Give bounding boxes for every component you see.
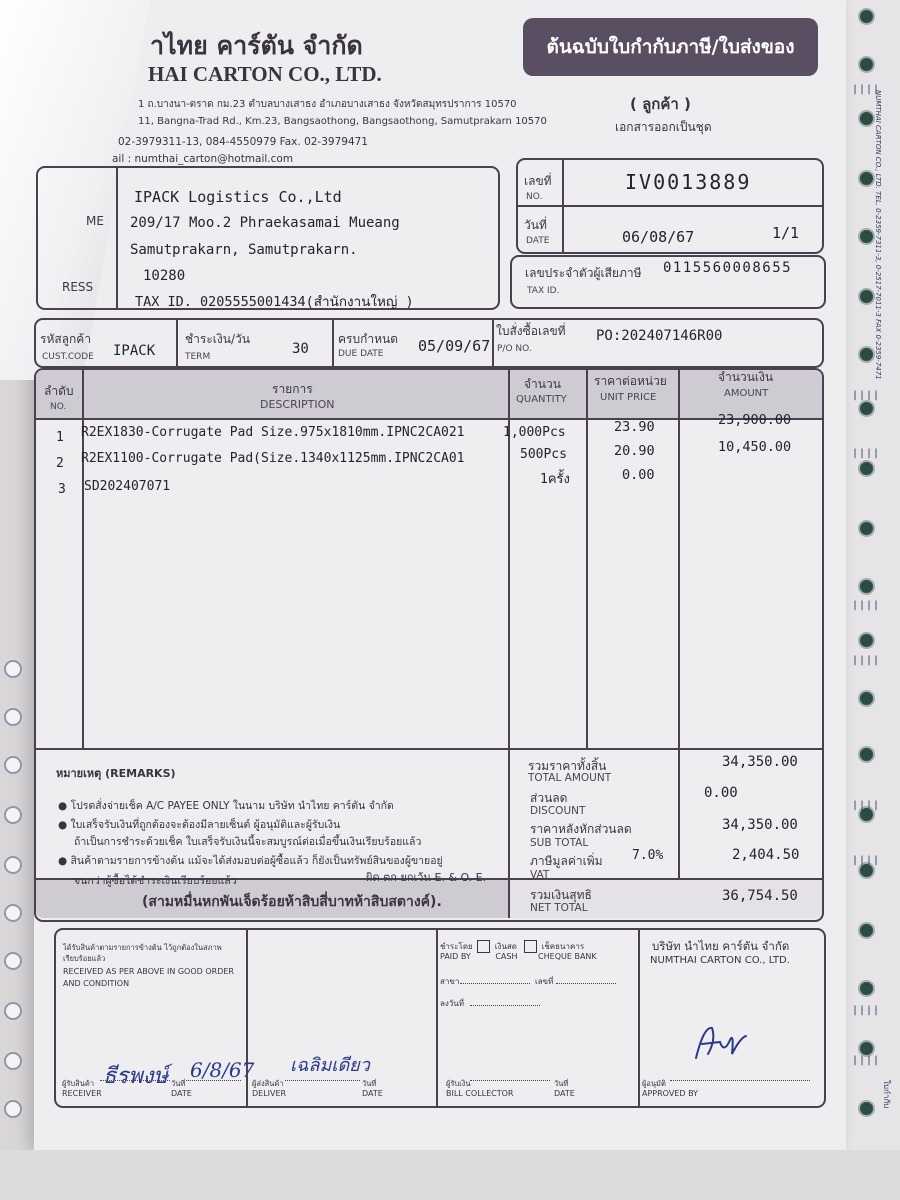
net-total-label-en: NET TOTAL bbox=[530, 902, 588, 914]
row-unit-price: 20.90 bbox=[614, 443, 655, 459]
approver-company-en: NUMTHAI CARTON CO., LTD. bbox=[650, 955, 790, 966]
company-address-en: 11, Bangna-Trad Rd., Km.23, Bangsaothong, Bangsaothong, Samutprakarn 10570 bbox=[138, 116, 547, 127]
customer-address-label: RESS bbox=[62, 280, 94, 294]
company-email: ail : numthai_carton@hotmail.com bbox=[112, 153, 294, 165]
paid-by: ชำระโดย เงินสด เช็คธนาคาร bbox=[440, 942, 585, 951]
deliver-signature: เฉลิมเดียว bbox=[290, 1055, 370, 1076]
term-days: 30 bbox=[292, 341, 309, 357]
net-total-label-th: รวมเงินสุทธิ bbox=[530, 888, 592, 902]
vat-rate: 7.0% bbox=[632, 848, 664, 863]
subtotal-label-en: SUB TOTAL bbox=[530, 837, 589, 849]
approver-signature bbox=[690, 1020, 750, 1066]
term-label-th: ชำระเงิน/วัน bbox=[185, 332, 250, 346]
customer-name-label: ME bbox=[86, 214, 104, 228]
subtotal-amount: 34,350.00 bbox=[722, 817, 798, 833]
vat-label-th: ภาษีมูลค่าเพิ่ม bbox=[530, 854, 603, 868]
collector-date-label-th: วันที่ bbox=[554, 1079, 569, 1088]
vat-amount: 2,404.50 bbox=[732, 847, 800, 863]
company-name-th: าไทย คาร์ตัน จำกัด bbox=[150, 31, 363, 60]
row-quantity: 500Pcs bbox=[520, 447, 567, 462]
document-title-banner bbox=[523, 18, 818, 76]
amount-in-words: (สามหมื่นหกพันเจ็ดร้อยห้าสิบสี่บาทห้าสิบสตางค์). bbox=[142, 894, 442, 910]
receiver-label-th: ผู้รับสินค้า bbox=[62, 1079, 95, 1088]
seller-tax-id-label-th: เลขประจำตัวผู้เสียภาษี bbox=[525, 266, 642, 280]
customer-address-line2: Samutprakarn, Samutprakarn. bbox=[130, 242, 358, 258]
tick-marks: |||| bbox=[852, 390, 881, 401]
discount-label-th: ส่วนลด bbox=[530, 791, 568, 805]
due-date-label-th: ครบกำหนด bbox=[338, 332, 398, 346]
tick-marks: |||| bbox=[852, 600, 881, 611]
collector-label-en: BILL COLLECTOR bbox=[446, 1089, 514, 1098]
deliver-line bbox=[285, 1080, 360, 1081]
row-quantity: 1,000Pcs bbox=[503, 425, 566, 440]
total-label-th: รวมราคาทั้งสิ้น bbox=[528, 759, 607, 773]
customer-name: IPACK Logistics Co.,Ltd bbox=[134, 188, 342, 206]
row-unit-price: 23.90 bbox=[614, 419, 655, 435]
remarks-line: จนกว่าผู้ซื้อได้ชำระเงินเรียบร้อยแล้ว bbox=[74, 875, 237, 887]
approver-line bbox=[670, 1080, 810, 1081]
col-no-en: NO. bbox=[50, 402, 67, 412]
invoice-no-label-th: เลขที่ bbox=[524, 174, 552, 188]
seller-tax-id: 0115560008655 bbox=[663, 260, 793, 276]
po-label-en: P/O NO. bbox=[497, 344, 532, 354]
col-qty-en: QUANTITY bbox=[516, 394, 567, 405]
cheque-date-field[interactable] bbox=[470, 1005, 540, 1006]
margin-corner-note: ใบกำกับ bbox=[882, 1080, 891, 1109]
invoice-date: 06/08/67 bbox=[622, 228, 695, 246]
cust-code-label-en: CUST.CODE bbox=[42, 352, 94, 362]
remarks-line: ● ใบเสร็จรับเงินที่ถูกต้องจะต้องมีลายเซ็นต์ ผู้อนุมัติและผู้รับเงิน bbox=[58, 819, 341, 831]
invoice-date-label-th: วันที่ bbox=[524, 218, 547, 232]
cust-code-label-th: รหัสลูกค้า bbox=[40, 332, 92, 346]
row-description: SD202407071 bbox=[84, 479, 171, 494]
table-surface bbox=[0, 1150, 900, 1200]
received-note-en: RECEIVED AS PER ABOVE IN GOOD ORDER AND CONDITION bbox=[63, 967, 234, 988]
vat-label-en: VAT bbox=[530, 869, 550, 881]
invoice-no-label-en: NO. bbox=[526, 192, 543, 202]
due-date-label-en: DUE DATE bbox=[338, 349, 384, 359]
col-qty-th: จำนวน bbox=[524, 377, 561, 391]
deliver-date-label-th: วันที่ bbox=[362, 1079, 377, 1088]
customer-postcode: 10280 bbox=[143, 268, 186, 284]
net-total-amount: 36,754.50 bbox=[722, 888, 798, 904]
total-amount: 34,350.00 bbox=[722, 754, 798, 770]
col-amount-en: AMOUNT bbox=[724, 388, 769, 399]
remarks-line: ● สินค้าตามรายการข้างต้น แม้จะได้ส่งมอบต่อผู้ซื้อแล้ว ก็ยังเป็นทรัพย์สินของผู้ขายอยู่ bbox=[58, 855, 443, 867]
tick-marks: |||| bbox=[852, 855, 881, 866]
collector-date-label-en: DATE bbox=[554, 1089, 575, 1098]
tick-marks: |||| bbox=[852, 655, 881, 666]
deliver-label-en: DELIVER bbox=[252, 1089, 287, 1098]
printer-margin-text: NUMTHAI CARTON CO., LTD. TEL. 0-2359-7311-3, 0-2517-7011-3 FAX 0-2359-7471 bbox=[874, 90, 882, 380]
eoe-note: ผิด ตก ยกเว้น E. & O. E. bbox=[366, 871, 487, 884]
remarks-title: หมายเหตุ (REMARKS) bbox=[56, 767, 176, 780]
remarks-line: ● โปรดสั่งจ่ายเช็ค A/C PAYEE ONLY ในนาม บริษัท นำไทย คาร์ตัน จำกัด bbox=[58, 800, 394, 812]
tick-marks: |||| bbox=[852, 1055, 881, 1066]
row-no: 2 bbox=[56, 456, 64, 471]
seller-tax-id-label-en: TAX ID. bbox=[527, 286, 560, 296]
cheque-number-field[interactable] bbox=[556, 983, 616, 984]
po-number: PO:202407146R00 bbox=[596, 328, 723, 344]
col-unit-th: ราคาต่อหน่วย bbox=[594, 374, 667, 388]
company-phone: 02-3979311-13, 084-4550979 Fax. 02-3979471 bbox=[118, 136, 368, 148]
received-note-th: ได้รับสินค้าตามรายการข้างต้น ไว้ถูกต้องในสภาพ เรียบร้อยแล้ว bbox=[63, 943, 222, 963]
discount-amount: 0.00 bbox=[704, 785, 738, 801]
receiver-line bbox=[100, 1080, 170, 1081]
tick-marks: |||| bbox=[852, 1005, 881, 1016]
col-desc-en: DESCRIPTION bbox=[260, 398, 335, 411]
col-desc-th: รายการ bbox=[272, 382, 313, 396]
tick-marks: |||| bbox=[852, 84, 881, 95]
invoice-date-label-en: DATE bbox=[526, 236, 550, 246]
paid-by-en: PAID BY CASH CHEQUE BANK bbox=[440, 952, 597, 961]
col-amount-th: จำนวนเงิน bbox=[718, 370, 774, 384]
col-no-th: ลำดับ bbox=[44, 384, 74, 398]
approver-label-th: ผู้อนุมัติ bbox=[642, 1079, 666, 1088]
row-description: R2EX1830-Corrugate Pad Size.975x1810mm.IPNC2CA021 bbox=[81, 425, 465, 440]
remarks-line: ถ้าเป็นการชำระด้วยเช็ค ใบเสร็จรับเงินนี้จะสมบูรณ์ต่อเมื่อขึ้นเงินเรียบร้อยแล้ว bbox=[74, 836, 422, 848]
cheque-branch-field[interactable] bbox=[460, 983, 530, 984]
discount-label-en: DISCOUNT bbox=[530, 805, 586, 817]
customer-tax-id: TAX ID. 0205555001434(สำนักงานใหญ่ ) bbox=[135, 294, 414, 310]
col-unit-en: UNIT PRICE bbox=[600, 392, 657, 403]
row-quantity: 1ครั้ง bbox=[540, 472, 570, 487]
receiver-label-en: RECEIVER bbox=[62, 1089, 102, 1098]
copy-for: ( ลูกค้า ) bbox=[630, 95, 691, 113]
tick-marks: |||| bbox=[852, 448, 881, 459]
cheque-branch-label: สาขา bbox=[440, 977, 460, 986]
term-label-en: TERM bbox=[185, 352, 211, 362]
company-address-th: 1 ถ.บางนา-ตราด กม.23 ตำบลบางเสาธง อำเภอบางเสาธง จังหวัดสมุทรปราการ 10570 bbox=[138, 99, 517, 110]
deliver-label-th: ผู้ส่งสินค้า bbox=[252, 1079, 284, 1088]
collector-line bbox=[470, 1080, 550, 1081]
page-number: 1/1 bbox=[772, 224, 800, 242]
row-amount: 23,900.00 bbox=[718, 412, 792, 428]
receiver-date-line bbox=[186, 1080, 241, 1081]
cheque-number-label: เลขที่ bbox=[535, 977, 554, 986]
receiver-date-label-th: วันที่ bbox=[171, 1079, 186, 1088]
tick-marks: |||| bbox=[852, 800, 881, 811]
cust-code: IPACK bbox=[113, 343, 156, 359]
deliver-date-label-en: DATE bbox=[362, 1089, 383, 1098]
receiver-signature: ธีรพงษ์ bbox=[103, 1064, 168, 1089]
due-date: 05/09/67 bbox=[418, 337, 491, 355]
company-name-en: HAI CARTON CO., LTD. bbox=[148, 62, 382, 86]
row-amount: 10,450.00 bbox=[718, 439, 792, 455]
total-label-en: TOTAL AMOUNT bbox=[528, 772, 612, 784]
row-description: R2EX1100-Corrugate Pad(Size.1340x1125mm.IPNC2CA01 bbox=[81, 451, 465, 466]
invoice-number: IV0013889 bbox=[625, 170, 752, 194]
cheque-date-label: ลงวันที่ bbox=[440, 999, 465, 1008]
approver-company-th: บริษัท นำไทย คาร์ตัน จำกัด bbox=[652, 939, 790, 953]
subtotal-label-th: ราคาหลังหักส่วนลด bbox=[530, 822, 632, 836]
document-title: ต้นฉบับใบกำกับภาษี/ใบส่งของ bbox=[546, 36, 795, 58]
row-no: 1 bbox=[56, 430, 64, 445]
document-set-note: เอกสารออกเป็นชุด bbox=[615, 120, 712, 134]
approver-label-en: APPROVED BY bbox=[642, 1089, 699, 1098]
receive-date-handwritten: 6/8/67 bbox=[190, 1058, 255, 1082]
row-unit-price: 0.00 bbox=[622, 467, 655, 483]
row-no: 3 bbox=[58, 482, 66, 497]
customer-address-line1: 209/17 Moo.2 Phraekasamai Mueang bbox=[130, 215, 400, 231]
receiver-date-label-en: DATE bbox=[171, 1089, 192, 1098]
po-label-th: ใบสั่งซื้อเลขที่ bbox=[496, 324, 566, 338]
collector-label-th: ผู้รับเงิน bbox=[446, 1079, 471, 1088]
